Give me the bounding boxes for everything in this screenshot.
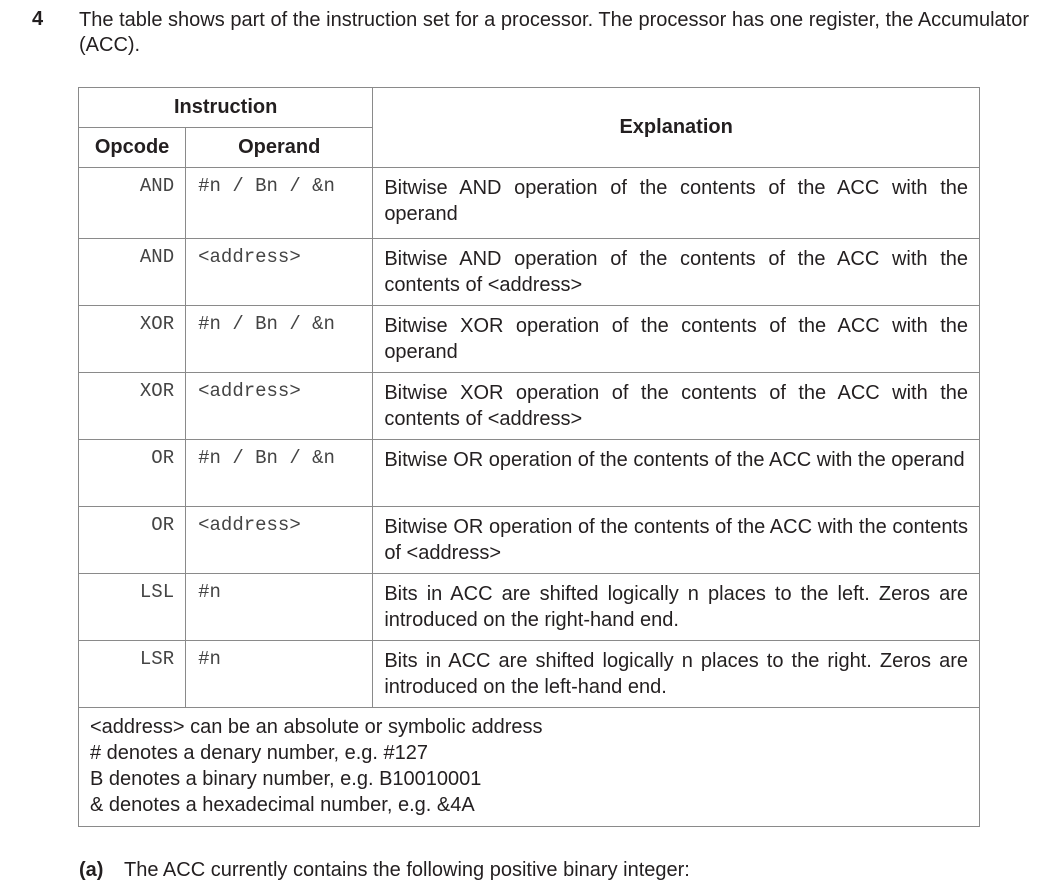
header-opcode: Opcode [79, 128, 186, 168]
explanation-cell: Bitwise AND operation of the contents of the ACC with the operand [373, 168, 980, 239]
question-intro: The table shows part of the instruction set for a processor. The processor has one register, the Accumulator (ACC). [79, 9, 1029, 56]
explanation-cell: Bitwise XOR operation of the contents of the ACC with the contents of <address> [373, 373, 980, 440]
opcode-cell: LSL [79, 574, 186, 641]
part-a-label: (a) [79, 859, 104, 881]
operand-cell: <address> [186, 239, 373, 306]
table-row [79, 168, 980, 239]
operand-cell: #n [186, 641, 373, 708]
note-denary: # denotes a denary number, e.g. #127 [90, 742, 429, 764]
note-hexadecimal: & denotes a hexadecimal number, e.g. &4A [90, 794, 475, 816]
explanation-cell: Bitwise OR operation of the contents of the ACC with the operand [373, 440, 980, 507]
instruction-set-table [78, 87, 980, 827]
header-operand: Operand [186, 128, 373, 168]
opcode-cell: XOR [79, 306, 186, 373]
operand-cell: #n [186, 574, 373, 641]
operand-cell: #n / Bn / &n [186, 306, 373, 373]
table-row [79, 574, 980, 641]
operand-cell: <address> [186, 373, 373, 440]
operand-cell: <address> [186, 507, 373, 574]
operand-cell: #n / Bn / &n [186, 168, 373, 239]
part-a-text: The ACC currently contains the following positive binary integer: [124, 859, 690, 881]
table-row [79, 440, 980, 507]
opcode-cell: OR [79, 507, 186, 574]
operand-cell: #n / Bn / &n [186, 440, 373, 507]
table-row [79, 641, 980, 708]
header-instruction: Instruction [79, 88, 373, 128]
explanation-cell: Bitwise OR operation of the contents of the ACC with the contents of <address> [373, 507, 980, 574]
header-explanation: Explanation [373, 88, 980, 168]
table-row [79, 306, 980, 373]
explanation-cell: Bits in ACC are shifted logically n places to the left. Zeros are introduced on the right-hand end. [373, 574, 980, 641]
table-row [79, 239, 980, 306]
explanation-cell: Bits in ACC are shifted logically n places to the right. Zeros are introduced on the left-hand end. [373, 641, 980, 708]
notes-cell [79, 708, 980, 827]
explanation-cell: Bitwise AND operation of the contents of the ACC with the contents of <address> [373, 239, 980, 306]
opcode-cell: AND [79, 168, 186, 239]
notes-row [79, 708, 980, 827]
opcode-cell: OR [79, 440, 186, 507]
opcode-cell: XOR [79, 373, 186, 440]
question-number: 4 [32, 8, 44, 30]
note-binary: B denotes a binary number, e.g. B10010001 [90, 768, 482, 790]
part-a [79, 857, 690, 883]
opcode-cell: LSR [79, 641, 186, 708]
table-row [79, 507, 980, 574]
note-address: <address> can be an absolute or symbolic address [90, 716, 543, 738]
table-row [79, 373, 980, 440]
explanation-cell: Bitwise XOR operation of the contents of the ACC with the operand [373, 306, 980, 373]
opcode-cell: AND [79, 239, 186, 306]
